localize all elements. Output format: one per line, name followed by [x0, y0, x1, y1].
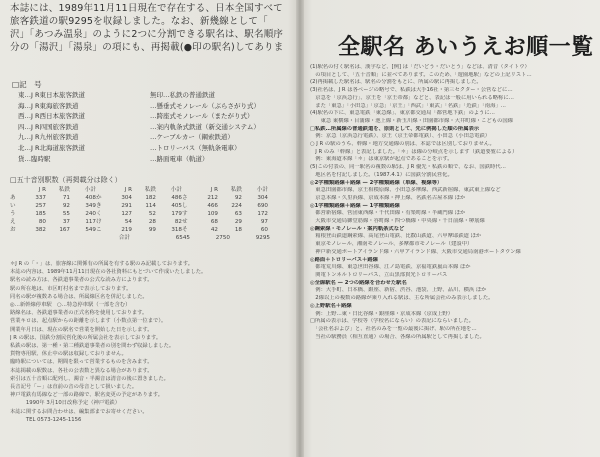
footnote-line: 神戸電鉄有馬線など一部の路線で、駅名変更の予定があります。	[10, 392, 164, 399]
legend-item: …案内軌条式鉄道（新交通システム）	[150, 122, 260, 131]
table-cell: 99	[148, 227, 156, 233]
table-cell: 127	[121, 211, 132, 217]
section-line: 箱根登山鉄道鋼索線、高尾登山電鉄、比叡山鉄道、六甲摩耶鉄道 ほか	[310, 233, 482, 240]
explanatory-notes	[310, 64, 596, 341]
table-cell: 6545	[175, 235, 190, 241]
table-cell: 92	[234, 195, 242, 201]
table-total	[10, 234, 290, 242]
table-cell: 71	[62, 195, 70, 201]
section-line: 都電荒川線、東急世田谷線、江ノ島電鉄、京福電鉄嵐山本線 ほか	[310, 264, 471, 271]
section-line: 例：京急（京浜急行電鉄）、京王（京王帝都電鉄）、小田急（小田急電鉄）	[310, 133, 491, 140]
table-cell: 18	[234, 227, 242, 233]
section-line: 東京モノレール、湘南モノレール、多摩都市モノレール（建設中）	[310, 241, 473, 248]
section-line: 東急田園都市線、京王相模原線、小田急多摩線、西武新宿線、東武東上線など	[310, 187, 501, 194]
table-cell: 224	[231, 203, 242, 209]
table-cell: 219	[121, 227, 132, 233]
table-cell: こ	[96, 227, 102, 233]
table-cell: う	[10, 211, 16, 217]
section-heading: ◎鋼索線・モノレール・案内軌条式など	[310, 225, 405, 232]
table-cell: 466	[207, 203, 218, 209]
intro-line: 本誌には、1989年11月11日現在で存在する、日本全国すべて	[10, 3, 283, 14]
section-line: 関電トンネルトロリーバス、立山黒部貫光トロリーバス	[310, 271, 448, 278]
footnote-line: TEL 0573-1245-1156	[10, 416, 82, 423]
table-cell: 小計	[170, 187, 182, 193]
legend-item: 四…J R四国旅客鉄道	[18, 122, 79, 131]
footnote-line: 私鉄の駅は、第一種・第二種鉄道事業者の別を問わず収録しました。	[10, 343, 175, 350]
footnote-line: 本誌に関するお問合わせは、編集部までお寄せください。	[10, 408, 148, 415]
footnote-line: 本誌の内容は、1989年11月11日現在の各社資料にもとづいて作成いたしました。	[10, 269, 207, 276]
section-line: 都営新宿線、営団東西線・千代田線・有楽町線・半蔵門線 ほか	[310, 210, 466, 217]
table-cell: 408	[85, 195, 96, 201]
table-cell: 80	[38, 219, 46, 225]
table-cell: 私鉄	[230, 187, 242, 193]
table-cell: 92	[62, 203, 70, 209]
section-heading: ◎全線駅名 — 2つの路線を合わせた駅名	[310, 279, 407, 286]
section-line: ○ J R の駅のうち、幹線・地方交通線の別は、本誌では区別しておりません。	[310, 141, 495, 148]
footnote-line: 1990年 3月10日改称予定（神戸電鉄）	[10, 400, 121, 407]
table-cell: 117	[85, 219, 96, 225]
legend-item: …跨座式モノレール（またがり式）	[150, 112, 254, 121]
legend-item: 無印…私鉄の普通鉄道	[150, 91, 215, 99]
table-cell: え	[10, 219, 16, 225]
section-line: 当社の駅務員（相互直通）の場合、各線の所属駅として再掲しました。	[310, 333, 485, 340]
table-title: □五十音別駅数（再掲載分は除く）	[10, 176, 122, 184]
table-cell: そ	[182, 227, 188, 233]
footnote-line: 営業キロは、起点駅からの距離を示します（小数点第一位まで）。	[10, 318, 167, 325]
footnote-line: 路線名は、各鉄道事業者の正式名称を使用しております。	[10, 310, 148, 317]
table-cell: 55	[62, 211, 70, 217]
legend-item: …トロリーバス（無軌条電車）	[150, 143, 241, 152]
table-cell: お	[10, 227, 16, 233]
section-line: (1)駅名の付く駅名は、漢字など、[例] は「だいどう・だいとう」などは、清音（タイトウ）	[310, 64, 530, 70]
footnote-line: 索引は五十音順に配列し、濁音・半濁音は清音の後に置きました。	[10, 375, 169, 382]
legend-right-column	[150, 90, 260, 164]
table-cell: 382	[35, 227, 46, 233]
table-cell: 109	[207, 211, 218, 217]
table-cell: 172	[257, 211, 268, 217]
table-cell: J R	[38, 187, 46, 193]
table-cell	[182, 186, 194, 194]
table-cell: き	[96, 203, 102, 209]
table-cell: 82	[174, 219, 182, 225]
legend-item: 貨…臨時駅	[18, 154, 51, 163]
table-cell: 257	[35, 203, 46, 209]
table-cell: 182	[145, 195, 156, 201]
table-cell: 60	[260, 227, 268, 233]
table-cell: 179	[171, 211, 182, 217]
footnote-line: ◎…新幹線停車駅 ○…特急停車駅（一部を含む）	[10, 302, 131, 309]
legend-item: …路面電車（軌道）	[150, 154, 209, 163]
left-page	[0, 0, 296, 457]
intro-line: 旅客鉄道の駅9295を収録しました。なお、新幾線として「	[10, 16, 268, 27]
table-cell: 349	[85, 203, 96, 209]
section-heading: □私鉄…所属線の普通鉄道を、原則として、先に例掲した順の所属表示	[310, 125, 480, 132]
section-line: 例：東海道本線「＊」は東京駅が起点であることを示す。	[310, 156, 453, 163]
legend-item: 西…J R西日本旅客鉄道	[18, 112, 85, 121]
table-cell: 185	[35, 211, 46, 217]
right-page	[304, 0, 600, 457]
table-cell: 37	[62, 219, 70, 225]
table-cell: 405	[171, 203, 182, 209]
legend	[12, 80, 292, 163]
table-row	[10, 202, 290, 210]
table-cell: 486	[171, 195, 182, 201]
legend-item: 北…J R北海道旅客鉄道	[18, 143, 85, 152]
table-cell: 240	[85, 211, 96, 217]
table-cell: 私鉄	[58, 187, 70, 193]
footnote-line: 本誌掲載の駅数は、各社の公表数と異なる場合があります。	[10, 367, 153, 374]
section-line: 地区名を付記しました。（1987.4.1）に国鉄分割民営化。	[310, 171, 453, 178]
footnote-line: 貨物専用駅、休止中の駅は収録しておりません。	[10, 351, 127, 358]
table-cell: け	[96, 219, 102, 225]
section-heading: ◎1字種類路線＋路線 — 1字種類路線	[310, 202, 400, 209]
footnote-line: 同名の駅が複数ある場合は、所属線区名を併記しました。	[10, 293, 148, 300]
table-cell: く	[96, 211, 102, 217]
table-cell: し	[182, 203, 188, 209]
table-cell: 28	[148, 219, 156, 225]
section-line: の項目として、「五十音順」に並べてあります。このため、「遊園地駅」などの上記リスト…	[310, 71, 532, 78]
legend-item: …ケーブルカー（鋼索鉄道）	[150, 133, 234, 142]
section-line: J R のみ「幹線」と表記しました。「＊」は線の分岐点を示します（鉄道要覧による）	[310, 148, 518, 155]
legend-left-column	[18, 90, 85, 164]
table-cell: 167	[59, 227, 70, 233]
table-cell: 9295	[255, 235, 270, 241]
footnote-line: 長音記号「ー」は直前の音の母音として扱いました。	[10, 384, 138, 391]
table-cell: 337	[35, 195, 46, 201]
table-cell: あ	[10, 195, 16, 201]
section-line: 京急を「京浜急行」、京王を「京王帝都」などと、表記は一般に用いられる略称に…	[310, 94, 514, 101]
legend-item: 九…J R九州旅客鉄道	[18, 133, 79, 142]
table-cell: 549	[85, 227, 96, 233]
table-cell: 304	[121, 195, 132, 201]
table-body	[10, 194, 290, 234]
table-cell: J R	[124, 187, 132, 193]
footnote-line: 駅名の読み方は、各鉄道事業者の公式な読み方によります。	[10, 277, 153, 284]
table-cell: J R	[210, 187, 218, 193]
table-cell: 29	[234, 219, 242, 225]
legend-item: …懸垂式モノレール（ぶらさがり式）	[150, 101, 261, 110]
table-cell: か	[96, 195, 102, 201]
table-cell: す	[182, 211, 188, 217]
table-row	[10, 218, 290, 226]
book-gutter	[296, 0, 304, 457]
footnote-line: 駅の所在地は、市区町村名まで表示しております。	[10, 285, 132, 292]
table-cell: 212	[207, 195, 218, 201]
table-cell: さ	[182, 195, 188, 201]
table-cell: 68	[210, 219, 218, 225]
legend-item: 海…J R東海旅客鉄道	[18, 101, 79, 110]
section-line: 東急 東横線・目蒲線・池上線・新玉川線・田園都市線・大井町線・こどもの国線	[310, 117, 513, 124]
table-row	[10, 210, 290, 218]
footnote-line: ＊J R の「・」は、旅客線に関係有の所属を有する駅のみ記載しております。	[10, 261, 193, 267]
table-cell: 合計	[118, 235, 130, 241]
table-cell: 291	[121, 203, 132, 209]
section-line: □所属の表示は、学校等（学校名にならい）の表記にならいました。	[310, 318, 474, 325]
legend-title: □記 号	[12, 80, 42, 89]
table-cell: 54	[124, 219, 132, 225]
section-line: 2線以上の複数の路線が乗り入れる駅は、主な所属会社のみ表示しました。	[310, 295, 494, 302]
table-cell: 42	[210, 227, 218, 233]
table-header	[10, 186, 290, 194]
section-heading: ◎上野駅名＋路線	[310, 302, 352, 309]
legend-item: 東…J R東日本旅客鉄道	[18, 91, 85, 99]
page-title: 全駅名 あいうえお順一覧	[338, 35, 594, 60]
section-line: (2)再掲載した駅名は、駅名の分割をもとに、所属の駅に再掲しました。	[310, 79, 482, 86]
intro-text	[10, 2, 292, 54]
table-row	[10, 226, 290, 234]
intro-line: 分の「湯沢」「湯泉」の項にも、再掲載(●印の駅名)してありま	[10, 42, 284, 53]
table-cell: 私鉄	[144, 187, 156, 193]
table-cell: せ	[182, 219, 188, 225]
table-cell	[10, 186, 22, 194]
section-line: 京急本線・久里浜線、京成本線・押上線、名鉄名古屋本線 ほか	[310, 194, 466, 201]
table-cell: い	[10, 203, 16, 209]
section-line: 「会社名および」と、社名のみを一覧の最後に掲げ、駅の所在地を…	[310, 325, 477, 332]
footnote-line: J R の駅は、国鉄分割民営化後の所属会社を表示しております。	[10, 334, 162, 341]
table-cell: 304	[257, 195, 268, 201]
footnote-line: 臨時駅については、期間を限って営業するものを含みます。	[10, 359, 153, 366]
section-line: 例：大手町、日本橋、銀座、新宿、渋谷、池袋、上野、品川、横浜 ほか	[310, 287, 487, 294]
footnote-line: 開業年月日は、現在の駅名で営業を開始した日を示します。	[10, 326, 153, 333]
table-cell: 2750	[215, 235, 230, 241]
table-cell: 63	[234, 211, 242, 217]
table-row	[10, 194, 290, 202]
table-cell: 690	[257, 203, 268, 209]
station-count-table	[10, 176, 290, 242]
section-line: (3)社名は、J R は各ページの略号で、私鉄は大手16社・第三セクター・公営などに…	[310, 87, 513, 94]
section-line: (4)駅名の下に、東急電鉄「東急線」、東京都交通局「都営地下鉄」のように…	[310, 110, 495, 117]
table-cell: 小計	[256, 187, 268, 193]
table-cell: 97	[260, 219, 268, 225]
section-heading: ◎2字種類路線＋路線 — 2字種類路線（単線、複線等）	[310, 179, 443, 186]
section-line: (5)この付表の、同一駅名の複数の駅は、J R 優先・私鉄の順で、なお、国鉄時代…	[310, 164, 506, 171]
section-line: また「東急」「小田急」「京急」「京王」「西武」「東武」「名鉄」「近鉄」「南海」…	[310, 102, 506, 109]
table-cell	[96, 186, 108, 194]
section-heading: ◎路面＋トロリーバス＋路線	[310, 256, 378, 263]
section-line: 神戸新交通ポートアイランド線・六甲アイランド線、大阪市交通局南港ポートタウン線	[310, 248, 521, 255]
section-line: 例：上野…東・日比谷線・銀座線・京成本線（京成上野）	[310, 310, 454, 317]
table-cell: 小計	[84, 187, 96, 193]
intro-line: 沢」「あつみ温泉」のように2つに分割できる駅名は、駅名順序	[10, 29, 284, 40]
table-cell: 318	[171, 227, 182, 233]
footnotes	[10, 260, 294, 424]
section-line: 大阪市交通局御堂筋線・谷町線・四つ橋線・中央線・千日前線・堺筋線	[310, 218, 485, 225]
table-cell: 114	[145, 203, 156, 209]
table-cell: 52	[148, 211, 156, 217]
